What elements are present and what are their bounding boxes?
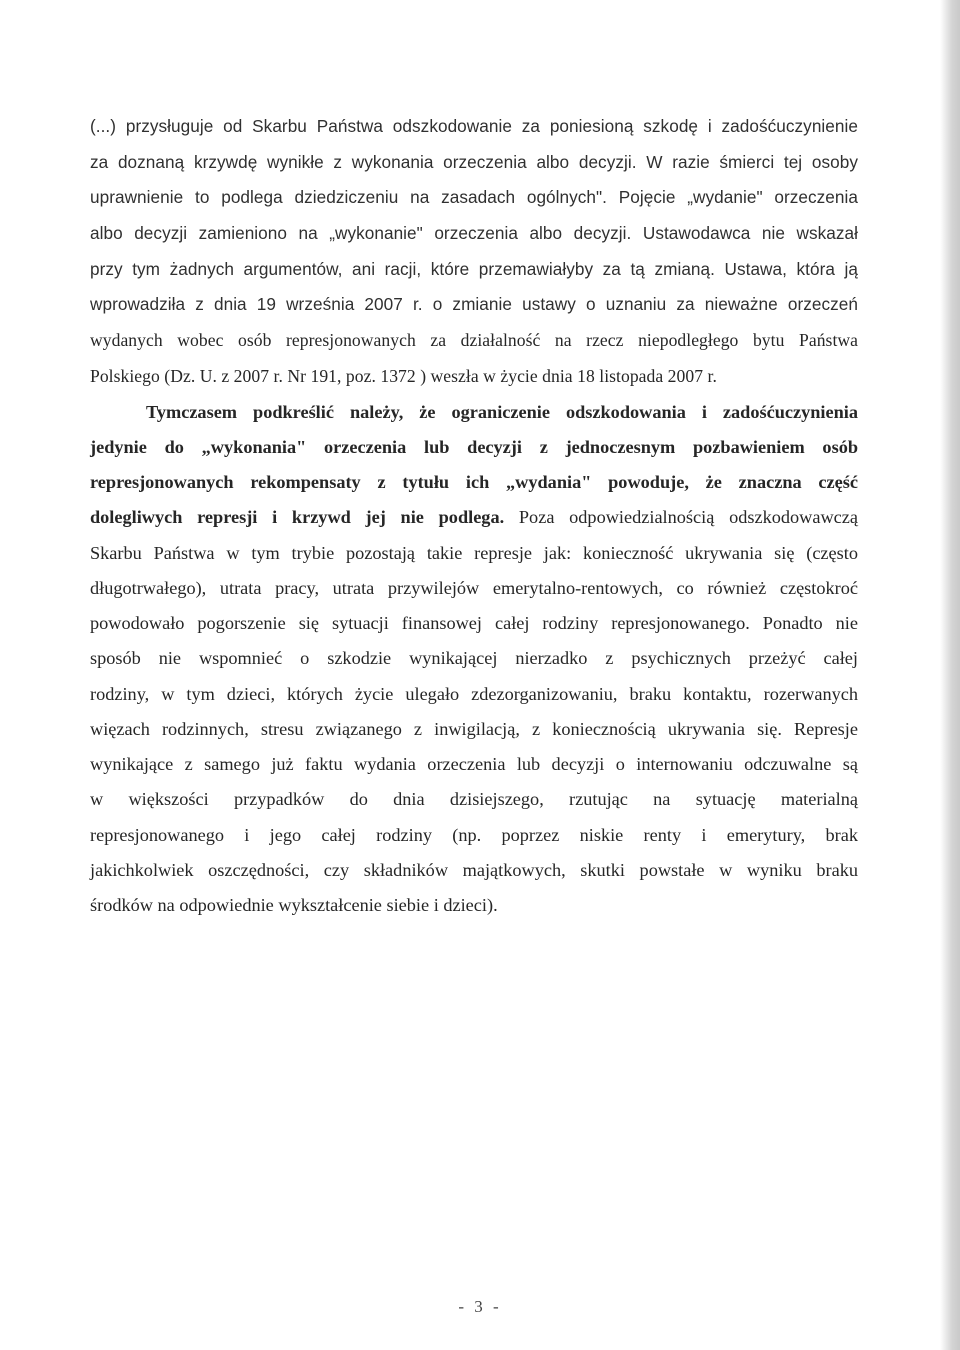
paragraph-2-line: środków na odpowiednie wykształcenie siebie i dzieci).	[90, 895, 498, 915]
paragraph-2-line-bold: Tymczasem podkreślić należy, że ograniczenie odszkodowania i zadośćuczynienia	[146, 401, 858, 422]
paragraph-2-line-mixed	[90, 499, 858, 534]
page-number: - 3 -	[458, 1297, 502, 1316]
paragraph-2-line: długotrwałego), utrata pracy, utrata przywilejów emerytalno-rentowych, co również częstokroć	[90, 577, 858, 598]
paragraph-2-line: wynikające z samego już faktu wydania orzeczenia lub decyzji o internowaniu odczuwalne są	[90, 754, 858, 774]
paragraph-2	[90, 394, 858, 923]
paragraph-1-line: wprowadziła z dnia 19 września 2007 r. o zmianie ustawy o uznaniu za nieważne orzeczeń	[90, 294, 858, 315]
paragraph-1-line: (...) przysługuje od Skarbu Państwa odszkodowanie za poniesioną szkodę i zadośćuczynienie	[90, 116, 858, 136]
paragraph-1	[90, 108, 858, 394]
normal-text-segment: Poza odpowiedzialnością odszkodowawczą	[504, 507, 858, 528]
paragraph-1-line: uprawnienie to podlega dziedziczeniu na zasadach ogólnych". Pojęcie „wydanie" orzeczenia	[90, 187, 858, 208]
paragraph-2-line: sposób nie wspomnieć o szkodzie wynikającej nierzadko z psychicznych przeżyć całej	[90, 648, 858, 669]
scan-edge-shadow	[940, 0, 960, 1350]
paragraph-2-line: jakichkolwiek oszczędności, czy składników majątkowych, skutki powstałe w wyniku braku	[90, 859, 858, 880]
document-body	[90, 108, 858, 922]
paragraph-1-line: przy tym żadnych argumentów, ani racji, które przemawiałyby za tą zmianą. Ustawa, która ją	[90, 258, 858, 279]
paragraph-2-line-bold: jedynie do „wykonania" orzeczenia lub decyzji z jednoczesnym pozbawieniem osób	[90, 436, 858, 457]
paragraph-1-line: za doznaną krzywdę wynikłe z wykonania orzeczenia albo decyzji. W razie śmierci tej osoby	[90, 151, 858, 172]
paragraph-1-line: albo decyzji zamieniono na „wykonanie" orzeczenia albo decyzji. Ustawodawca nie wskazał	[90, 223, 858, 244]
paragraph-1-line: wydanych wobec osób represjonowanych za działalność na rzecz niepodległego bytu Państwa	[90, 330, 858, 351]
paragraph-2-line: powodowało pogorszenie się sytuacji finansowej całej rodziny represjonowanego. Ponadto nie	[90, 613, 858, 633]
paragraph-2-line: rodziny, w tym dzieci, których życie ulegało zdezorganizowaniu, braku kontaktu, rozerwanych	[90, 683, 858, 704]
paragraph-2-line: więzach rodzinnych, stresu związanego z inwigilacją, z koniecznością ukrywania się. Represje	[90, 718, 858, 739]
paragraph-2-line: represjonowanego i jego całej rodziny (np. poprzez niskie renty i emerytury, brak	[90, 824, 858, 845]
paragraph-2-line: Skarbu Państwa w tym trybie pozostają takie represje jak: konieczność ukrywania się (często	[90, 542, 858, 563]
paragraph-2-line: w większości przypadków do dnia dzisiejszego, rzutując na sytuację materialną	[90, 789, 858, 810]
paragraph-1-line: Polskiego (Dz. U. z 2007 r. Nr 191, poz. 1372 ) weszła w życie dnia 18 listopada 2007 r.	[90, 365, 717, 386]
paragraph-2-line-bold: represjonowanych rekompensaty z tytułu ich „wydania" powoduje, że znaczna część	[90, 472, 858, 492]
bold-text-segment: dolegliwych represji i krzywd jej nie podlega.	[90, 507, 505, 528]
